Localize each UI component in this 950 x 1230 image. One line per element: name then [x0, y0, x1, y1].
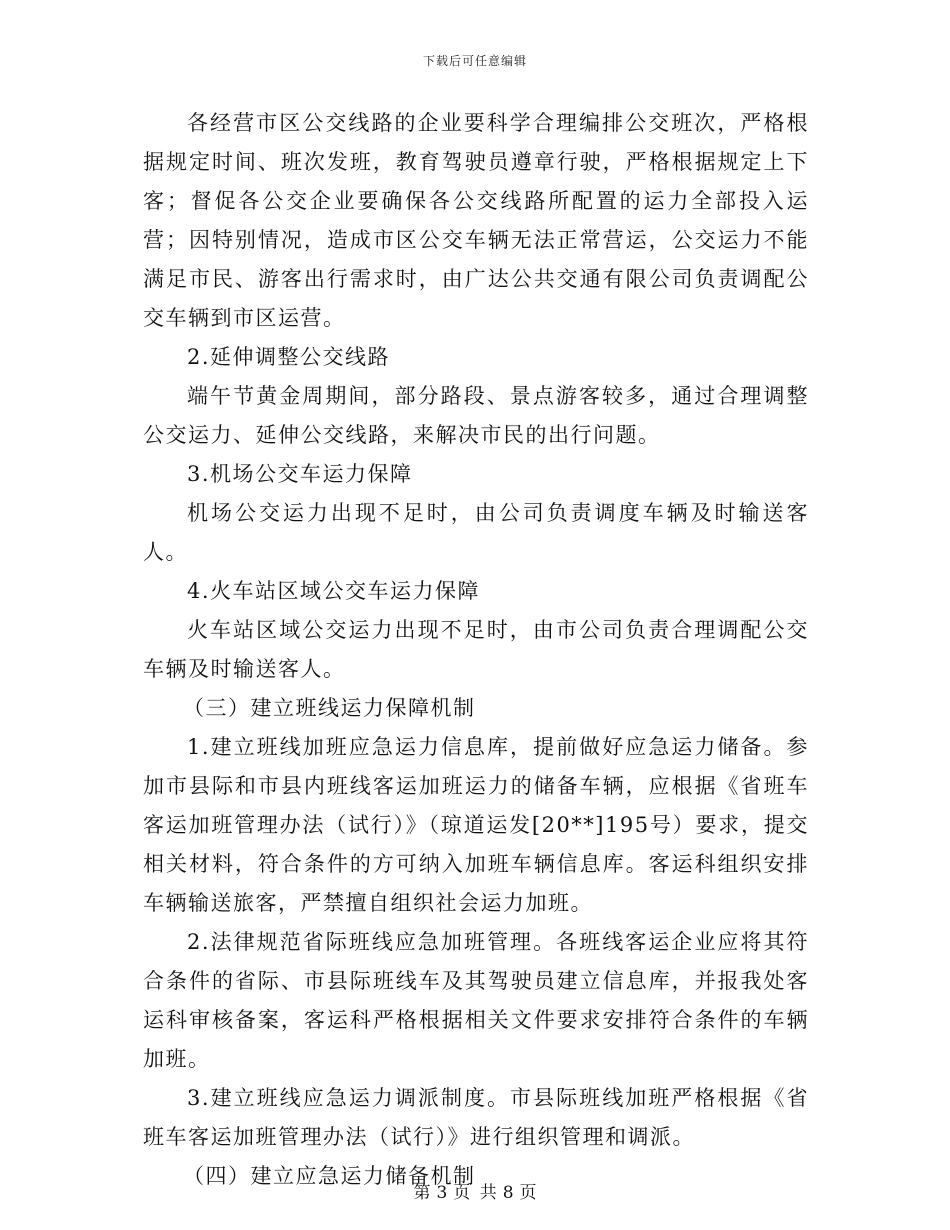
footer-prefix: 第 — [413, 1183, 431, 1203]
page-header: 下载后可任意编辑 — [422, 54, 527, 68]
heading-train-station-bus: 4.火车站区域公交车运力保障 — [187, 579, 481, 603]
paragraph-bus-scheduling: 各经营市区公交线路的企业要科学合理编排公交班次，严格根据规定时间、班次发班，教育驾驶员遵章行驶，严格根据规定上下客；督促各公交企业要确保各公交线路所配置的运力全部投入运营；因特别情况，造成市区公交车辆无法正常营运，公交运力不能满足市民、游客出行需求时，由广达公共交通有限公司负责调配公交车辆到市区运营。 — [143, 111, 809, 330]
page-footer — [0, 1178, 950, 1203]
section-heading-3: （三）建立班线运力保障机制 — [183, 696, 476, 720]
footer-suffix: 页 — [519, 1183, 537, 1203]
paragraph-emergency-capacity-database: 1.建立班线加班应急运力信息库，提前做好应急运力储备。参加市县际和市县内班线客运加班运力的储备车辆，应根据《省班车客运加班管理办法（试行）》（琼道运发[20**]195号）要求，提交相关材料，符合条件的方可纳入加班车辆信息库。客运科组织安排车辆输送旅客，严禁擅自组织社会运力加班。 — [143, 735, 809, 915]
document-body — [143, 104, 809, 1196]
footer-mid: 页 共 — [453, 1183, 497, 1203]
paragraph-airport-bus: 机场公交运力出现不足时，由公司负责调度车辆及时输送客人。 — [143, 501, 809, 564]
section-heading-4: （四）建立应急运力储备机制 — [183, 1164, 476, 1188]
heading-extend-bus-routes: 2.延伸调整公交线路 — [187, 345, 391, 369]
heading-airport-bus: 3.机场公交车运力保障 — [187, 462, 413, 486]
footer-current-page: 3 — [436, 1183, 448, 1203]
paragraph-interprovincial-management: 2.法律规范省际班线应急加班管理。各班线客运企业应将其符合条件的省际、市县际班线车及其驾驶员建立信息库，并报我处客运科审核备案，客运科严格根据相关文件要求安排符合条件的车辆加班。 — [143, 930, 809, 1071]
paragraph-train-station-bus: 火车站区域公交运力出现不足时，由市公司负责合理调配公交车辆及时输送客人。 — [143, 618, 809, 681]
footer-total-pages: 8 — [502, 1183, 514, 1203]
paragraph-dispatch-system: 3.建立班线应急运力调派制度。市县际班线加班严格根据《省班车客运加班管理办法（试行）》进行组织管理和调派。 — [143, 1086, 809, 1149]
paragraph-extend-bus-routes: 端午节黄金周期间，部分路段、景点游客较多，通过合理调整公交运力、延伸公交线路，来解决市民的出行问题。 — [143, 384, 809, 447]
